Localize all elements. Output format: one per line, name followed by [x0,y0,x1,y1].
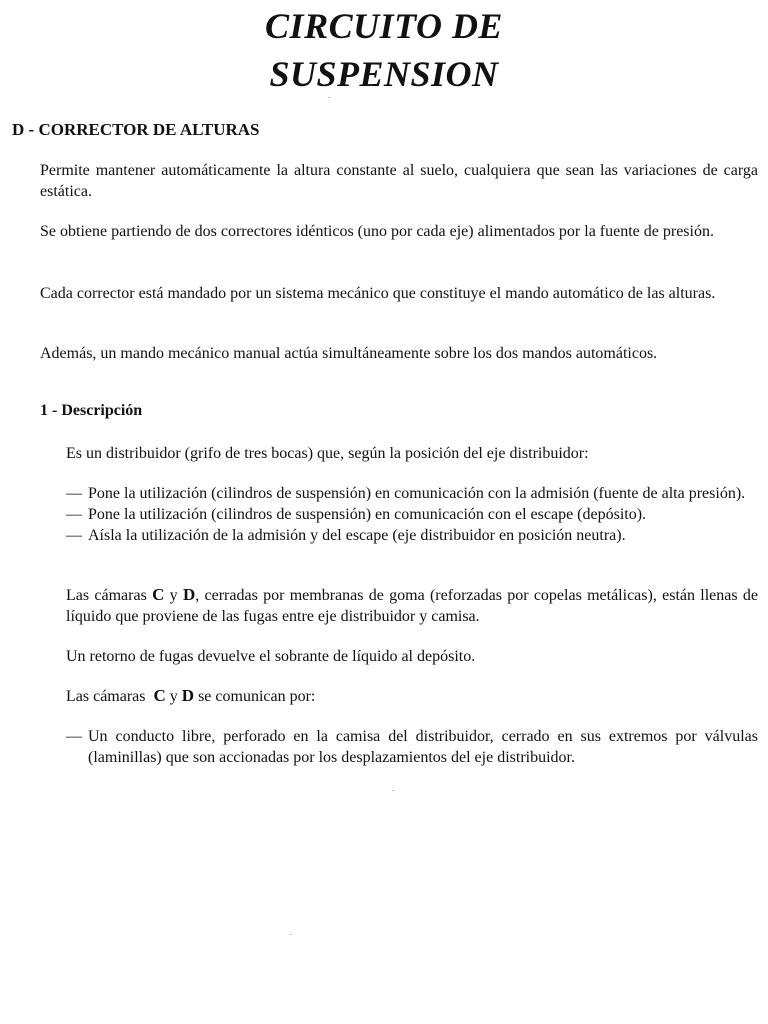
list-item-text: Pone la utilización (cilindros de suspensión) en comunicación con el escape (depósito). [88,506,647,523]
chamber-c-label: C [152,585,165,604]
document-title-line-2: SUSPENSION [269,54,499,94]
chambers-text-start: Las cámaras [66,587,153,604]
subsection-heading: 1 - Descripción [40,402,143,419]
conduit-list [66,726,758,768]
scan-speck [290,934,292,935]
positions-list [66,483,758,546]
document-title-line-1: CIRCUITO DE [265,6,503,46]
dash-bullet: — [66,485,82,502]
intro-paragraph: Cada corrector está mandado por un sistema mecánico que constituye el mando automático de las alturas. [40,285,716,302]
chambers-paragraph [66,584,758,627]
leak-return-paragraph: Un retorno de fugas devuelve el sobrante de líquido al depósito. [66,648,476,665]
intro-paragraph: Permite mantener automáticamente la altura constante al suelo, cualquiera que sean las variaciones de carga estática. [40,162,758,200]
section-heading: D - CORRECTOR DE ALTURAS [12,120,260,139]
communicate-conjunction: y [165,688,182,705]
dash-bullet: — [66,506,82,523]
chamber-c-label: C [153,686,166,705]
list-item [66,525,758,546]
list-item [66,483,758,504]
list-item-text: Un conducto libre, perforado en la camisa del distribuidor, cerrado en sus extremos por válvulas (laminillas) que son accionadas por los desplazamientos del eje distribuidor. [88,728,758,766]
chamber-d-label: D [181,686,195,705]
description-intro: Es un distribuidor (grifo de tres bocas) que, según la posición del eje distribuidor: [66,445,589,462]
list-item-text: Pone la utilización (cilindros de suspensión) en comunicación con la admisión (fuente de alta presión). [88,485,746,502]
scan-speck [392,790,394,791]
chambers-text-end: , cerradas por membranas de goma (reforzadas por copelas metálicas), están llenas de líquido que proviene de las fugas entre eje distribuidor y camisa. [66,587,758,625]
dash-bullet: — [66,527,82,544]
communicate-text-start: Las cámaras [66,688,154,705]
list-item-text: Aísla la utilización de la admisión y del escape (eje distribuidor en posición neutra). [88,527,626,544]
scan-speck [328,97,330,98]
chambers-conjunction: y [164,587,183,604]
list-item [66,726,758,768]
intro-paragraph: Se obtiene partiendo de dos correctores idénticos (uno por cada eje) alimentados por la fuente de presión. [40,223,714,240]
intro-paragraph: Además, un mando mecánico manual actúa simultáneamente sobre los dos mandos automáticos. [40,345,658,362]
list-item [66,504,758,525]
dash-bullet: — [66,728,82,745]
chamber-d-label: D [182,585,196,604]
communicate-text-end: se comunican por: [194,688,316,705]
communicate-paragraph [66,685,758,707]
